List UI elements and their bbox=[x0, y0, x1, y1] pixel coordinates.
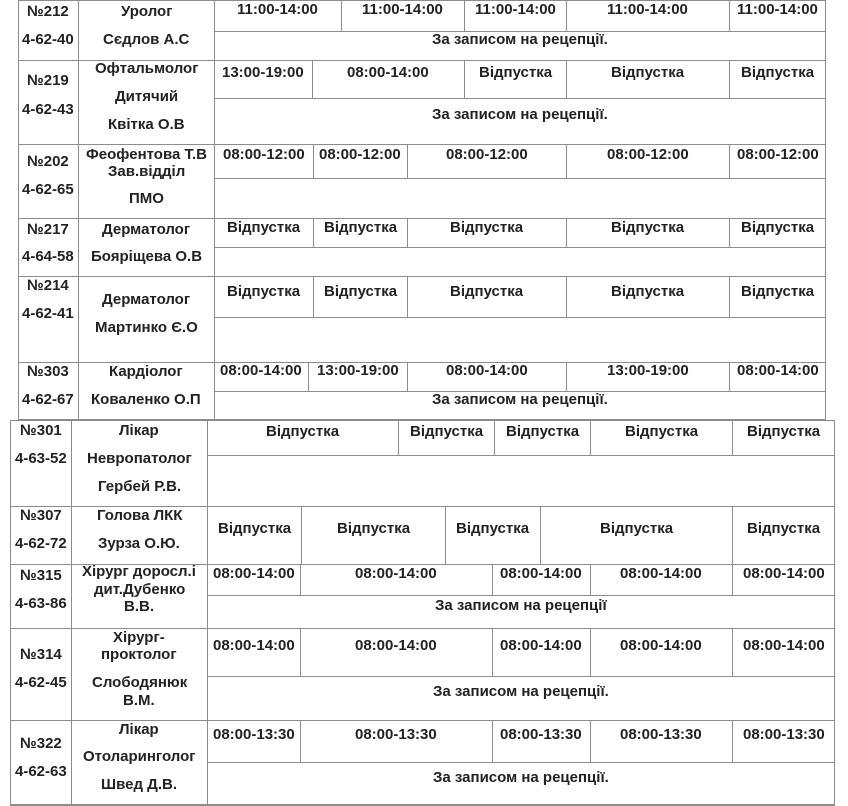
phone-number: 4-62-65 bbox=[22, 181, 74, 198]
day-divider bbox=[494, 420, 495, 455]
day-hours: 08:00-14:00 bbox=[446, 362, 528, 379]
day-divider bbox=[732, 420, 733, 455]
day-divider bbox=[566, 276, 567, 317]
doctor-info: Слободянюк bbox=[92, 674, 188, 691]
day-divider bbox=[590, 720, 591, 762]
schedule-divider bbox=[207, 455, 835, 456]
day-hours: Відпустка bbox=[227, 283, 301, 300]
doctor-info: Дерматолог bbox=[102, 291, 191, 308]
doctor-info: В.В. bbox=[124, 598, 154, 615]
day-divider bbox=[407, 218, 408, 247]
appointment-note: За записом на рецепції. bbox=[433, 683, 609, 700]
appointment-note: За записом на рецепції. bbox=[432, 31, 608, 48]
day-hours: 08:00-13:30 bbox=[620, 726, 702, 743]
phone-number: 4-63-86 bbox=[15, 595, 67, 612]
day-divider bbox=[313, 218, 314, 247]
day-divider bbox=[590, 420, 591, 455]
day-divider bbox=[313, 276, 314, 317]
doctor-info: Лікар bbox=[119, 721, 159, 738]
day-hours: Відпустка bbox=[479, 64, 553, 81]
day-divider bbox=[540, 506, 541, 564]
day-divider bbox=[492, 564, 493, 595]
day-divider bbox=[566, 362, 567, 391]
day-hours: 08:00-14:00 bbox=[347, 64, 429, 81]
day-hours: Відпустка bbox=[611, 283, 685, 300]
doctor-info: Уролог bbox=[121, 3, 173, 20]
day-hours: 11:00-14:00 bbox=[737, 1, 818, 18]
schedule-divider bbox=[207, 595, 835, 596]
day-hours: Відпустка bbox=[324, 219, 398, 236]
day-hours: 08:00-14:00 bbox=[500, 637, 582, 654]
doctor-info: дит.Дубенко bbox=[94, 581, 186, 598]
day-hours: Відпустка bbox=[611, 64, 685, 81]
day-hours: 08:00-12:00 bbox=[607, 146, 689, 163]
day-divider bbox=[313, 144, 314, 178]
day-hours: 13:00-19:00 bbox=[222, 64, 304, 81]
room-number: №219 bbox=[27, 72, 69, 89]
day-hours: 08:00-14:00 bbox=[355, 565, 437, 582]
day-hours: 08:00-14:00 bbox=[620, 637, 702, 654]
room-number: №307 bbox=[20, 507, 62, 524]
schedule-divider bbox=[214, 178, 826, 179]
row-divider bbox=[18, 420, 826, 421]
schedule-divider bbox=[207, 762, 835, 763]
day-hours: Відпустка bbox=[506, 423, 580, 440]
doctor-info: Кардіолог bbox=[109, 363, 183, 380]
phone-number: 4-62-67 bbox=[22, 391, 74, 408]
day-divider bbox=[312, 60, 313, 98]
day-hours: 11:00-14:00 bbox=[237, 1, 318, 18]
day-hours: Відпустка bbox=[741, 64, 815, 81]
doctor-info: проктолог bbox=[101, 646, 177, 663]
appointment-note: За записом на рецепції bbox=[435, 597, 607, 614]
phone-number: 4-62-43 bbox=[22, 101, 74, 118]
day-divider bbox=[492, 720, 493, 762]
day-hours: Відпустка bbox=[747, 520, 821, 537]
phone-number: 4-63-52 bbox=[15, 450, 67, 467]
day-hours: 08:00-13:30 bbox=[743, 726, 825, 743]
column-divider bbox=[71, 420, 72, 805]
doctor-info: Мартинко Є.О bbox=[95, 319, 198, 336]
phone-number: 4-62-63 bbox=[15, 763, 67, 780]
phone-number: 4-62-40 bbox=[22, 31, 74, 48]
day-divider bbox=[732, 720, 733, 762]
doctor-info: Дитячий bbox=[115, 88, 179, 105]
day-hours: 08:00-14:00 bbox=[220, 362, 302, 379]
doctor-info: Невропатолог bbox=[87, 450, 192, 467]
doctor-info: Сєдлов А.С bbox=[103, 31, 190, 48]
day-divider bbox=[729, 218, 730, 247]
day-hours: Відпустка bbox=[741, 219, 815, 236]
room-number: №322 bbox=[20, 735, 62, 752]
day-hours: 08:00-13:30 bbox=[500, 726, 582, 743]
day-hours: Відпустка bbox=[611, 219, 685, 236]
doctor-info: ПМО bbox=[129, 190, 164, 207]
phone-number: 4-62-72 bbox=[15, 535, 67, 552]
day-divider bbox=[300, 564, 301, 595]
doctor-info: Отоларинголог bbox=[83, 748, 196, 765]
doctor-info: Голова ЛКК bbox=[97, 507, 183, 524]
day-divider bbox=[732, 628, 733, 676]
room-number: №217 bbox=[27, 221, 69, 238]
day-hours: 08:00-14:00 bbox=[743, 637, 825, 654]
day-hours: 08:00-14:00 bbox=[743, 565, 825, 582]
day-divider bbox=[308, 362, 309, 391]
doctor-info: Зав.відділ bbox=[108, 163, 186, 180]
day-divider bbox=[732, 564, 733, 595]
day-hours: 08:00-14:00 bbox=[355, 637, 437, 654]
day-hours: Відпустка bbox=[625, 423, 699, 440]
room-number: №314 bbox=[20, 646, 62, 663]
doctor-info: Лікар bbox=[119, 422, 159, 439]
row-divider bbox=[18, 218, 826, 219]
day-hours: Відпустка bbox=[410, 423, 484, 440]
day-hours: 08:00-14:00 bbox=[737, 362, 819, 379]
day-divider bbox=[300, 628, 301, 676]
day-divider bbox=[729, 362, 730, 391]
day-hours: 13:00-19:00 bbox=[317, 362, 399, 379]
day-divider bbox=[566, 218, 567, 247]
phone-number: 4-62-45 bbox=[15, 674, 67, 691]
day-hours: Відпустка bbox=[600, 520, 674, 537]
day-divider bbox=[729, 0, 730, 31]
day-hours: 08:00-14:00 bbox=[213, 565, 295, 582]
phone-number: 4-62-41 bbox=[22, 305, 74, 322]
doctor-info: Коваленко О.П bbox=[91, 391, 201, 408]
room-number: №212 bbox=[27, 3, 69, 20]
room-number: №301 bbox=[20, 422, 62, 439]
day-divider bbox=[398, 420, 399, 455]
doctor-info: Феофентова Т.В bbox=[86, 146, 207, 163]
room-number: №315 bbox=[20, 567, 62, 584]
appointment-note: За записом на рецепції. bbox=[433, 769, 609, 786]
day-hours: 08:00-12:00 bbox=[446, 146, 528, 163]
day-divider bbox=[729, 60, 730, 98]
day-hours: 08:00-12:00 bbox=[223, 146, 305, 163]
day-divider bbox=[590, 628, 591, 676]
appointment-note: За записом на рецепції. bbox=[432, 391, 608, 408]
doctor-info: Хірург- bbox=[113, 629, 165, 646]
row-divider bbox=[18, 276, 826, 277]
day-hours: 08:00-14:00 bbox=[620, 565, 702, 582]
appointment-note: За записом на рецепції. bbox=[432, 106, 608, 123]
day-hours: 08:00-12:00 bbox=[319, 146, 401, 163]
day-divider bbox=[590, 564, 591, 595]
schedule-divider bbox=[207, 676, 835, 677]
day-divider bbox=[729, 276, 730, 317]
schedule-divider bbox=[214, 98, 826, 99]
day-hours: 08:00-14:00 bbox=[500, 565, 582, 582]
room-number: №214 bbox=[27, 277, 69, 294]
day-divider bbox=[341, 0, 342, 31]
day-divider bbox=[407, 276, 408, 317]
row-divider bbox=[18, 144, 826, 145]
day-hours: Відпустка bbox=[266, 423, 340, 440]
doctor-info: Зурза О.Ю. bbox=[98, 535, 180, 552]
day-hours: 08:00-12:00 bbox=[737, 146, 819, 163]
doctor-info: Офтальмолог bbox=[95, 60, 199, 77]
day-divider bbox=[407, 144, 408, 178]
phone-number: 4-64-58 bbox=[22, 248, 74, 265]
day-hours: Відпустка bbox=[324, 283, 398, 300]
day-hours: 13:00-19:00 bbox=[607, 362, 689, 379]
day-divider bbox=[566, 144, 567, 178]
room-number: №202 bbox=[27, 153, 69, 170]
day-hours: Відпустка bbox=[450, 219, 524, 236]
day-hours: 08:00-13:30 bbox=[355, 726, 437, 743]
doctor-info: В.М. bbox=[123, 692, 155, 709]
schedule-divider bbox=[214, 247, 826, 248]
column-divider bbox=[214, 0, 215, 420]
doctor-info: Гербей Р.В. bbox=[98, 478, 182, 495]
day-divider bbox=[566, 60, 567, 98]
day-hours: Відпустка bbox=[227, 219, 301, 236]
day-divider bbox=[464, 60, 465, 98]
doctor-info: Швед Д.В. bbox=[101, 776, 177, 793]
day-hours: Відпустка bbox=[741, 283, 815, 300]
day-divider bbox=[407, 362, 408, 391]
day-divider bbox=[464, 0, 465, 31]
day-divider bbox=[301, 506, 302, 564]
day-hours: 08:00-13:30 bbox=[213, 726, 295, 743]
day-hours: Відпустка bbox=[456, 520, 530, 537]
column-divider bbox=[78, 0, 79, 420]
day-hours: 08:00-14:00 bbox=[213, 637, 295, 654]
doctor-info: Бояріщева О.В bbox=[91, 248, 203, 265]
day-hours: 11:00-14:00 bbox=[475, 1, 556, 18]
room-number: №303 bbox=[27, 363, 69, 380]
day-hours: Відпустка bbox=[218, 520, 292, 537]
schedule-divider bbox=[214, 317, 826, 318]
column-divider bbox=[207, 420, 208, 805]
day-hours: 11:00-14:00 bbox=[362, 1, 443, 18]
day-hours: Відпустка bbox=[747, 423, 821, 440]
day-hours: 11:00-14:00 bbox=[607, 1, 688, 18]
doctor-info: Дерматолог bbox=[102, 221, 191, 238]
day-divider bbox=[566, 0, 567, 31]
day-hours: Відпустка bbox=[450, 283, 524, 300]
day-divider bbox=[729, 144, 730, 178]
day-divider bbox=[732, 506, 733, 564]
doctor-info: Хірург доросл.і bbox=[82, 563, 196, 580]
day-divider bbox=[445, 506, 446, 564]
day-hours: Відпустка bbox=[337, 520, 411, 537]
day-divider bbox=[492, 628, 493, 676]
day-divider bbox=[300, 720, 301, 762]
doctor-info: Квітка О.В bbox=[108, 116, 185, 133]
